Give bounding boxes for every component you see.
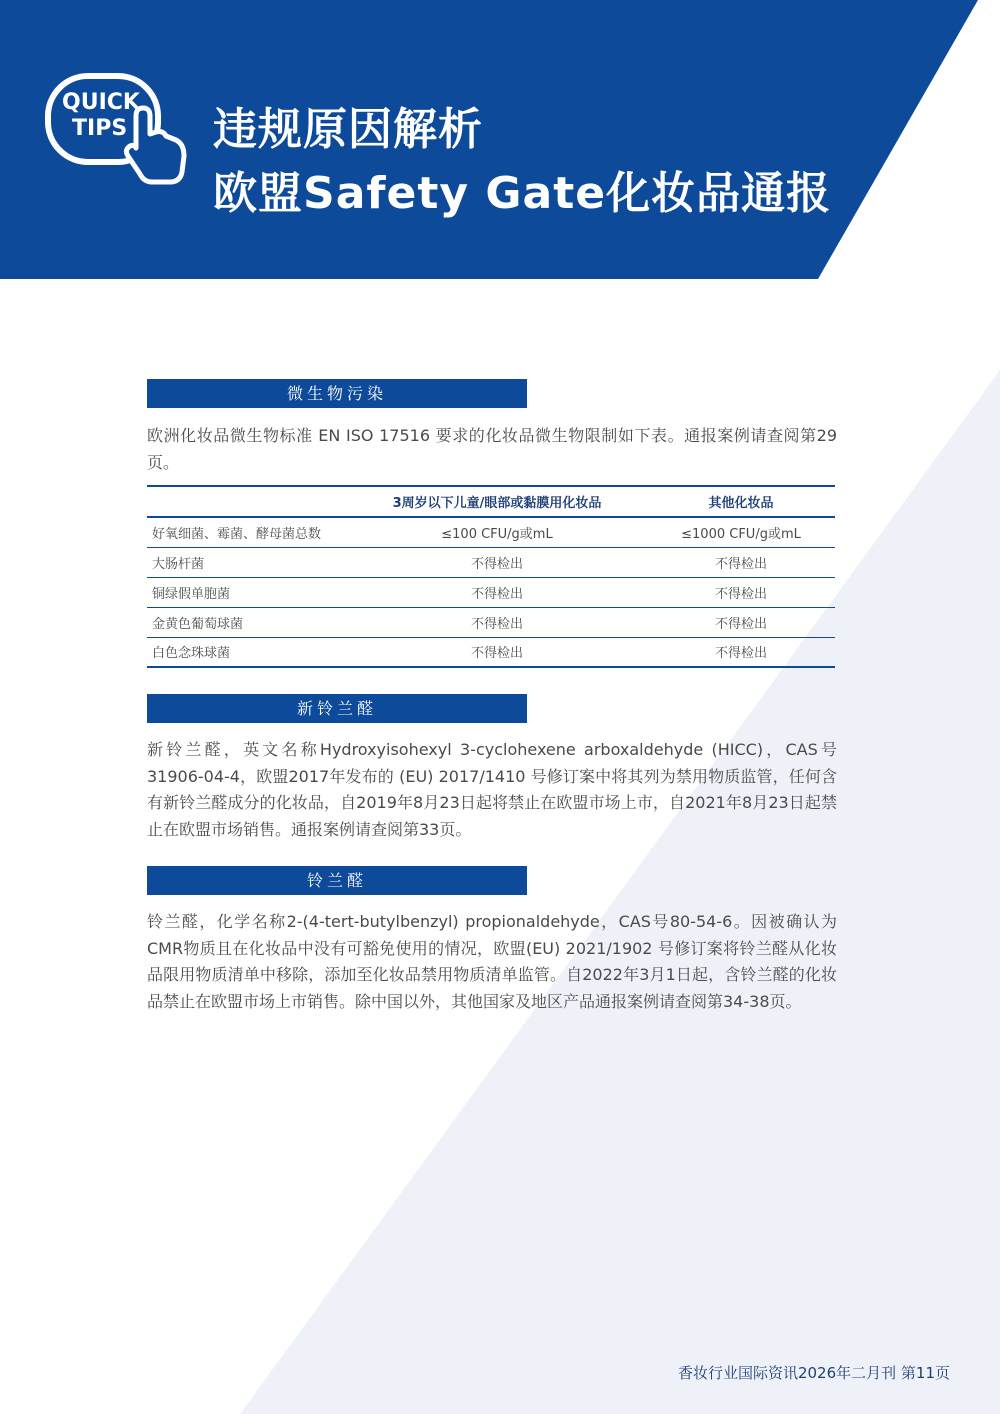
page-title-line1: 违规原因解析 — [213, 104, 483, 155]
table-cell: 不得检出 — [714, 556, 767, 572]
page-title-line2: 欧盟Safety Gate化妆品通报 — [213, 168, 832, 219]
logo-text-tips: TIPS — [72, 116, 128, 141]
section-title-lilial: 铃兰醛 — [147, 866, 527, 895]
table-cell: 不得检出 — [714, 646, 767, 662]
lilial-body: 铃兰醛，化学名称2-(4-tert-butylbenzyl) propionaldehyde，CAS号80-54-6。因被确认为CMR物质且在化妆品中没有可豁免使用的情况，欧盟(EU) 2021/1902 号修订案将铃兰醛从化妆品限用物质清单中移除，添加至化妆品禁用物质清单监管。自2022年3月1日起，含铃兰醛的化妆品禁止在欧盟市场上市销售。除中国以外，其他国家及地区产品通报案例请查阅第34-38页。 — [147, 912, 837, 1011]
table-header-cell: 3周岁以下儿童/眼部或黏膜用化妆品 — [392, 496, 602, 511]
table-header-cell — [147, 486, 347, 517]
table-row — [147, 547, 835, 577]
micro-intro: 欧洲化妆品微生物标准 EN ISO 17516 要求的化妆品微生物限制如下表。通报案例请查阅第29页。 — [147, 426, 837, 472]
table-cell: 白色念珠球菌 — [152, 646, 231, 662]
hicc-body: 新铃兰醛，英文名称Hydroxyisohexyl 3-cyclohexene arboxaldehyde (HICC)，CAS号31906-04-4，欧盟2017年发布的 (EU) 2017/1410 号修订案中将其列为禁用物质监管，任何含有新铃兰醛成分的化妆品，自2019年8月23日起将禁止在欧盟市场上市，自2021年8月23日起禁止在欧盟市场销售。通报案例请查阅第33页。 — [147, 740, 837, 839]
table-cell: 不得检出 — [470, 586, 523, 602]
table-cell: 不得检出 — [714, 586, 767, 602]
table-cell: 好氧细菌、霉菌、酵母菌总数 — [152, 526, 322, 542]
table-row — [147, 637, 835, 667]
table-cell: 不得检出 — [470, 646, 523, 662]
table-cell: ≤100 CFU/g或mL — [441, 526, 553, 542]
table-cell: 铜绿假单胞菌 — [152, 586, 231, 602]
table-row — [147, 517, 835, 547]
table-row — [147, 607, 835, 637]
table-cell: ≤1000 CFU/g或mL — [681, 526, 801, 542]
table-cell: 不得检出 — [714, 616, 767, 632]
logo-text-quick: QUICK — [62, 90, 140, 115]
table-cell: 大肠杆菌 — [152, 556, 205, 572]
section-title-hicc: 新铃兰醛 — [147, 694, 527, 723]
microbial-limits-table — [147, 485, 835, 668]
table-header-row — [147, 486, 835, 517]
table-cell: 金黄色葡萄球菌 — [152, 616, 244, 632]
table-header-cell: 其他化妆品 — [708, 496, 774, 511]
header-corner-cut — [978, 0, 1000, 38]
page-footer: 香妆行业国际资讯2026年二月刊 第11页 — [677, 1364, 950, 1382]
table-cell: 不得检出 — [470, 616, 523, 632]
table-row — [147, 577, 835, 607]
table-cell: 不得检出 — [470, 556, 523, 572]
section-title-micro: 微生物污染 — [147, 379, 527, 408]
